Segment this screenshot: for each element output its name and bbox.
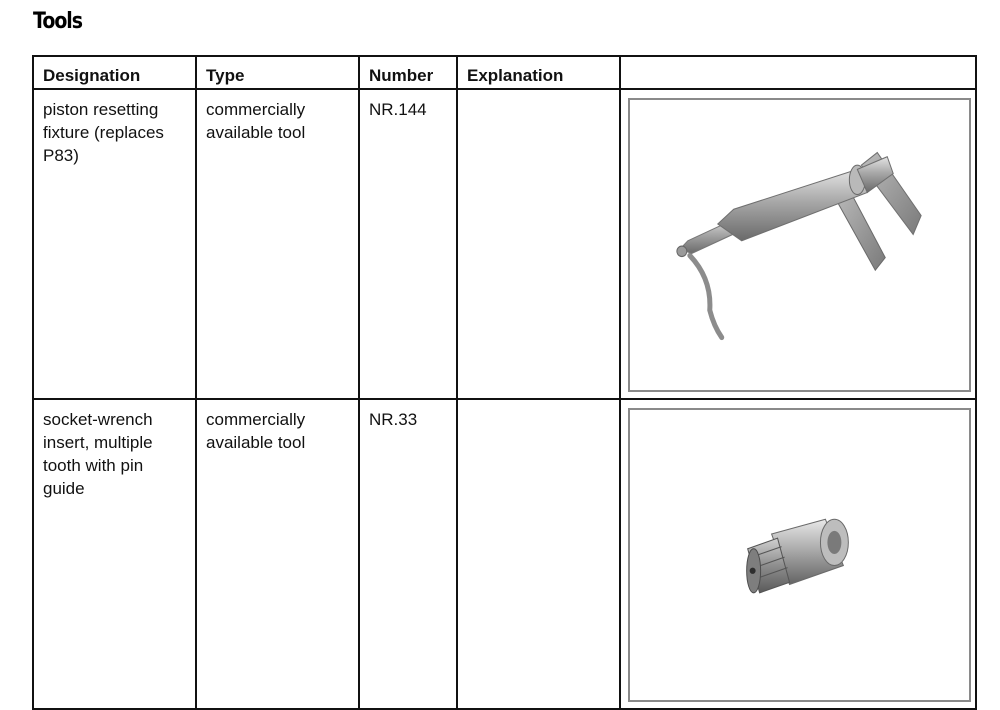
table-header-row: [33, 56, 976, 89]
socket-wrench-insert-icon: [630, 410, 969, 700]
cell-designation: socket-wrench insert, multiple tooth with pin guide: [33, 399, 196, 709]
cell-explanation: [457, 399, 620, 709]
header-image: [620, 56, 976, 89]
cell-image: [620, 89, 976, 399]
piston-resetting-fixture-icon: [630, 100, 969, 390]
tools-table: [32, 55, 977, 710]
table-row: [33, 89, 976, 399]
cell-number: NR.144: [359, 89, 457, 399]
header-type: Type: [196, 56, 359, 89]
cell-number: NR.33: [359, 399, 457, 709]
page-title: Tools: [33, 9, 82, 34]
header-designation: Designation: [33, 56, 196, 89]
cell-explanation: [457, 89, 620, 399]
cell-type: commercially available tool: [196, 399, 359, 709]
cell-type: commercially available tool: [196, 89, 359, 399]
table-row: [33, 399, 976, 709]
header-explanation: Explanation: [457, 56, 620, 89]
header-number: Number: [359, 56, 457, 89]
cell-image: [620, 399, 976, 709]
cell-designation: piston resetting fixture (replaces P83): [33, 89, 196, 399]
socket-wrench-insert-photo: [628, 408, 971, 702]
piston-resetting-fixture-photo: [628, 98, 971, 392]
